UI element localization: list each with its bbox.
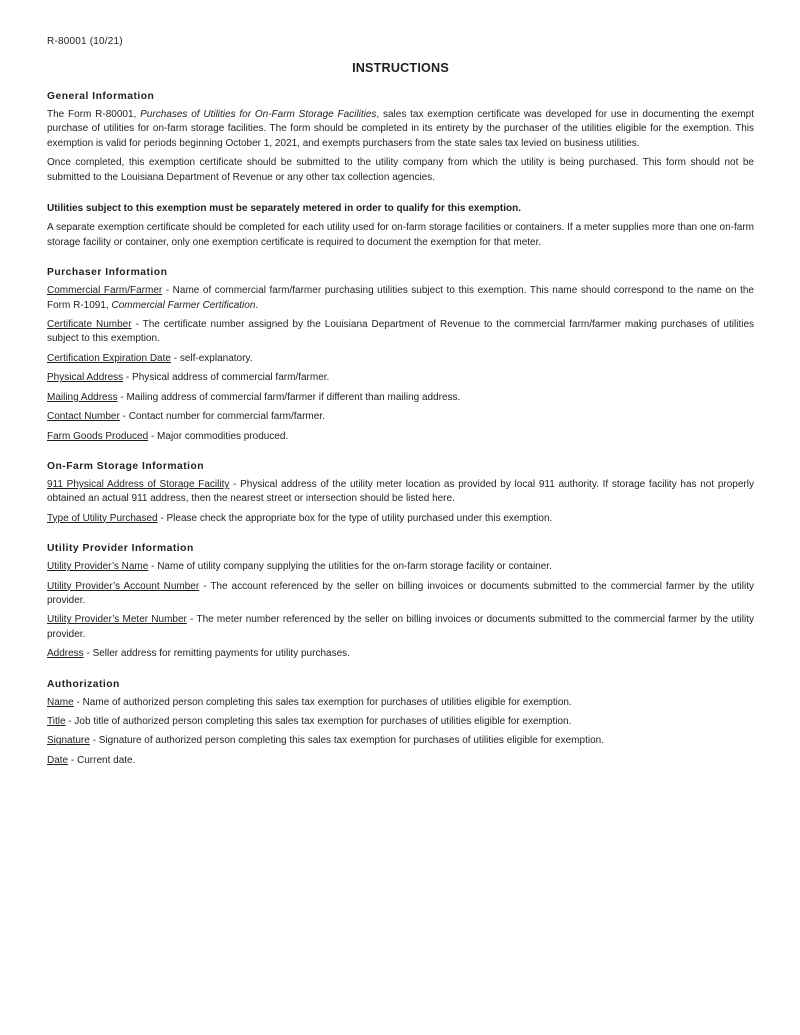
provider-term: Address bbox=[47, 648, 84, 660]
provider-item bbox=[47, 647, 754, 661]
purchaser-item bbox=[47, 371, 754, 385]
purchaser-desc: - Mailing address of commercial farm/farmer if different than mailing address. bbox=[117, 391, 461, 403]
authorization-item bbox=[47, 734, 754, 748]
purchaser-heading: Purchaser Information bbox=[47, 267, 168, 279]
purchaser-item bbox=[47, 352, 754, 366]
provider-term: Utility Provider’s Meter Number bbox=[47, 614, 187, 626]
page-title: INSTRUCTIONS bbox=[352, 61, 449, 75]
purchaser-term: Physical Address bbox=[47, 372, 124, 384]
purchaser-term: Mailing Address bbox=[47, 391, 118, 403]
storage-item bbox=[47, 512, 754, 526]
general-p1-a: The Form R-80001, bbox=[47, 109, 141, 120]
purchaser-item bbox=[47, 284, 754, 313]
form-id: R-80001 (10/21) bbox=[47, 36, 123, 47]
provider-desc: - The meter number referenced by the seller on billing invoices or documents submitted to the commercial farmer by the utility provider. bbox=[47, 614, 755, 640]
purchaser-term: Commercial Farm/Farmer bbox=[47, 285, 163, 297]
purchaser-term: Contact Number bbox=[47, 411, 120, 423]
storage-heading: On-Farm Storage Information bbox=[47, 460, 205, 472]
storage-term: 911 Physical Address of Storage Facility bbox=[47, 478, 230, 490]
provider-desc: - Name of utility company supplying the utilities for the on-farm storage facility or container. bbox=[148, 561, 552, 573]
authorization-desc: - Name of authorized person completing this sales tax exemption for purchases of utilities eligible for exemption. bbox=[73, 696, 572, 708]
authorization-desc: - Signature of authorized person completing this sales tax exemption for purchases of utilities eligible for exemption. bbox=[89, 735, 604, 747]
authorization-heading: Authorization bbox=[47, 678, 120, 690]
metering-note: Utilities subject to this exemption must be separately metered in order to qualify for this exemption. bbox=[47, 203, 521, 215]
storage-term: Type of Utility Purchased bbox=[47, 512, 158, 524]
purchaser-item bbox=[47, 391, 754, 405]
purchaser-after: . bbox=[255, 299, 259, 311]
purchaser-term: Certificate Number bbox=[47, 319, 132, 331]
provider-item bbox=[47, 613, 754, 642]
purchaser-italic: Commercial Farmer Certification bbox=[111, 299, 256, 311]
provider-item bbox=[47, 560, 754, 574]
authorization-item bbox=[47, 715, 754, 729]
purchaser-item bbox=[47, 410, 754, 424]
purchaser-item bbox=[47, 430, 754, 444]
purchaser-desc: - self-explanatory. bbox=[170, 352, 253, 364]
purchaser-desc: - Name of commercial farm/farmer purchasing utilities subject to this exemption. This name should correspond to the name on the Form R-1091, bbox=[47, 285, 754, 311]
provider-term: Utility Provider’s Account Number bbox=[47, 580, 200, 592]
purchaser-desc: - Contact number for commercial farm/farmer. bbox=[119, 411, 325, 423]
provider-item bbox=[47, 580, 754, 609]
authorization-desc: - Current date. bbox=[68, 754, 136, 766]
purchaser-desc: - Major commodities produced. bbox=[148, 430, 289, 442]
storage-desc: - Physical address of the utility meter location as provided by local 911 authority. If storage facility has not properly obtained an actual 911 address, then the nearest street or intersection should be listed here. bbox=[47, 478, 754, 505]
provider-term: Utility Provider’s Name bbox=[47, 561, 149, 573]
authorization-term: Name bbox=[47, 696, 74, 708]
purchaser-term: Certification Expiration Date bbox=[47, 352, 171, 364]
purchaser-desc: - The certificate number assigned by the Louisiana Department of Revenue to the commercial farm/farmer making purchases of utilities subject to this exemption. bbox=[47, 319, 754, 345]
provider-desc: - The account referenced by the seller on billing invoices or documents submitted to the commercial farmer by the utility provider. bbox=[47, 580, 754, 606]
provider-heading: Utility Provider Information bbox=[47, 543, 194, 555]
general-paragraph-2: Once completed, this exemption certificate should be submitted to the utility company from which the utility is being purchased. This form should not be submitted to the Louisiana Department of Revenue or any other tax collection agencies. bbox=[47, 157, 754, 183]
general-p1-italic: Purchases of Utilities for On-Farm Storage Facilities bbox=[140, 109, 377, 120]
purchaser-item bbox=[47, 318, 754, 347]
general-paragraph-3: A separate exemption certificate should be completed for each utility used for on-farm storage facilities or containers. If a meter supplies more than one on-farm storage facility or container, only one exemption certificate is required to document the exemption for that meter. bbox=[47, 222, 754, 248]
purchaser-desc: - Physical address of commercial farm/farmer. bbox=[123, 372, 330, 384]
storage-item bbox=[47, 478, 754, 507]
purchaser-term: Farm Goods Produced bbox=[47, 430, 149, 442]
authorization-term: Date bbox=[47, 754, 69, 766]
authorization-term: Signature bbox=[47, 735, 90, 747]
provider-desc: - Seller address for remitting payments for utility purchases. bbox=[83, 648, 350, 660]
storage-desc: - Please check the appropriate box for the type of utility purchased under this exemption. bbox=[157, 512, 553, 524]
instructions-page bbox=[47, 36, 754, 768]
general-p1-b: , sales tax exemption certificate was developed for use in documenting the exempt purchase of utilities for on-farm storage facilities. The form should be completed in its entirety by the purchaser of the utilities eligible for the exemption. This exemption is valid for periods beginning October 1, 2021, and exempts purchasers from the state sales tax levied on business utilities. bbox=[47, 109, 754, 149]
authorization-item bbox=[47, 754, 754, 768]
general-paragraph-1 bbox=[47, 108, 754, 151]
authorization-item bbox=[47, 696, 754, 710]
authorization-term: Title bbox=[47, 715, 66, 727]
general-heading: General Information bbox=[47, 91, 155, 102]
authorization-desc: - Job title of authorized person completing this sales tax exemption for purchases of utilities eligible for exemption. bbox=[65, 715, 572, 727]
